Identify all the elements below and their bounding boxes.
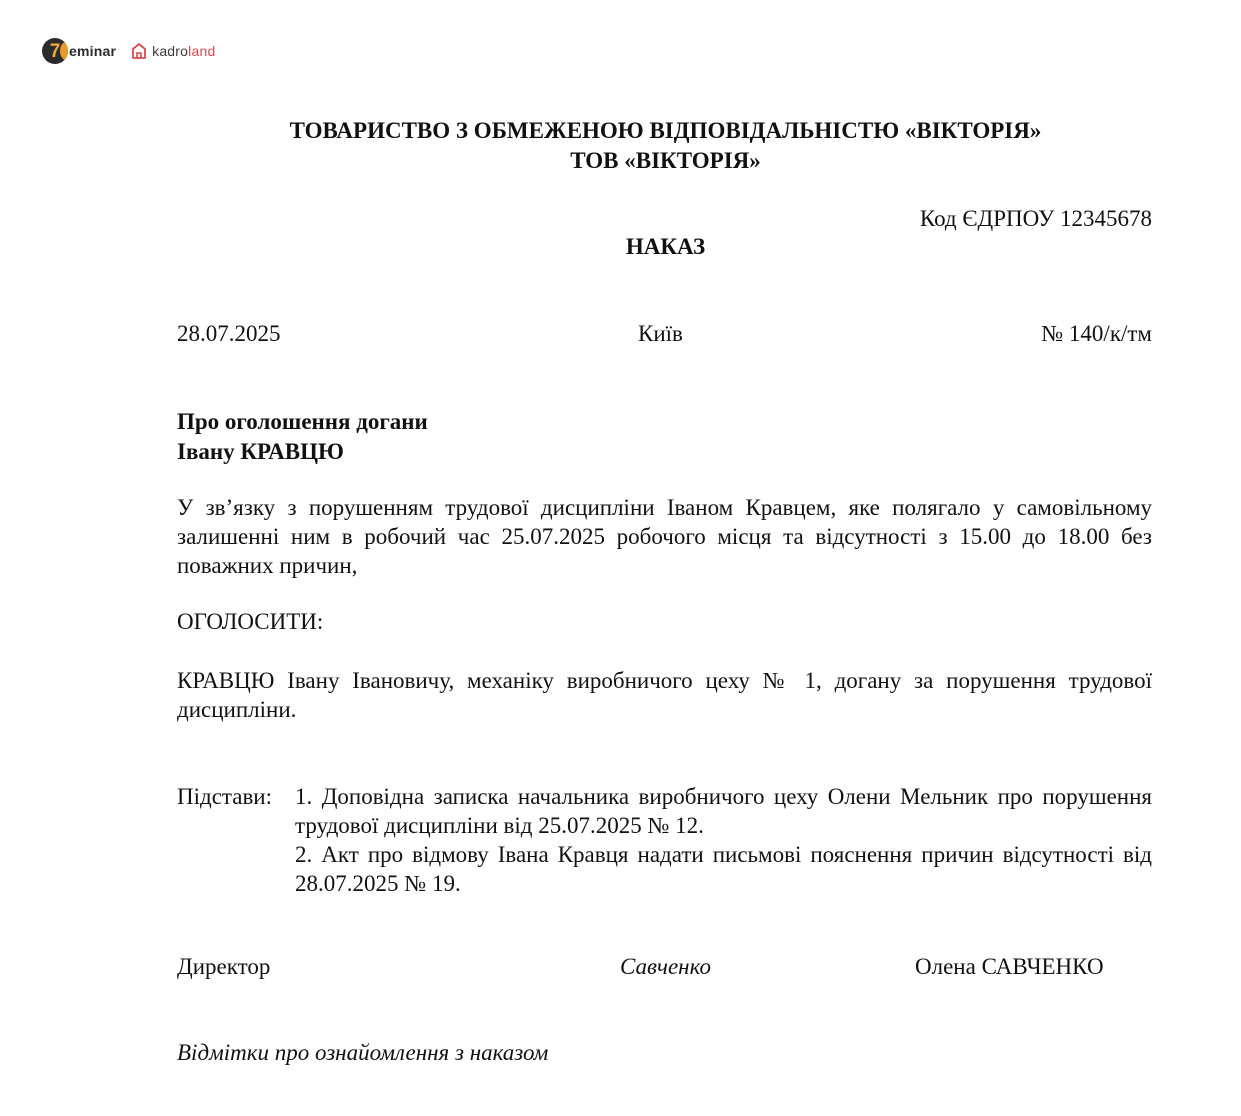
edrpou-code: Код ЄДРПОУ 12345678 bbox=[919, 206, 1152, 231]
grounds-section bbox=[177, 782, 1152, 898]
document-title: НАКАЗ bbox=[625, 234, 706, 259]
order-subject bbox=[177, 407, 428, 467]
subject-line-2: Івану КРАВЦЮ bbox=[177, 439, 344, 464]
grounds-label: Підстави: bbox=[177, 784, 273, 809]
house-icon bbox=[130, 42, 148, 60]
order-city: Київ bbox=[638, 321, 683, 346]
organization-full-name: ТОВАРИСТВО З ОБМЕЖЕНОЮ ВІДПОВІДАЛЬНІСТЮ «ВІКТОРІЯ» bbox=[289, 118, 1042, 143]
order-word: ОГОЛОСИТИ: bbox=[177, 609, 324, 634]
kadroland-logo bbox=[130, 42, 215, 60]
grounds-item: 1. Доповідна записка начальника виробничого цеху Олени Мельник про порушення трудової дисципліни від 25.07.2025 № 12. bbox=[295, 784, 1152, 838]
kadroland-logo-text: kadroland bbox=[152, 43, 216, 59]
acknowledgement-note: Відмітки про ознайомлення з наказом bbox=[177, 1040, 549, 1065]
seminar-logo bbox=[42, 38, 116, 64]
subject-line-1: Про оголошення догани bbox=[177, 409, 428, 434]
header-logos bbox=[42, 38, 215, 64]
handwritten-signature: Савченко bbox=[620, 954, 711, 979]
signatory-name: Олена САВЧЕНКО bbox=[915, 954, 1104, 979]
order-text: КРАВЦЮ Івану Івановичу, механіку виробничого цеху № 1, догану за порушення трудової дисципліни. bbox=[177, 668, 1152, 722]
signatory-position: Директор bbox=[177, 954, 271, 979]
seminar-logo-icon: 7 bbox=[42, 38, 68, 64]
order-date: 28.07.2025 bbox=[177, 321, 281, 346]
grounds-item: 2. Акт про відмову Івана Кравця надати письмові пояснення причин відсутності від 28.07.2025 № 19. bbox=[295, 842, 1152, 896]
order-number: № 140/к/тм bbox=[1041, 321, 1152, 346]
organization-short-name: ТОВ «ВІКТОРІЯ» bbox=[570, 148, 761, 173]
preamble-paragraph: У зв’язку з порушенням трудової дисципліни Іваном Кравцем, яке полягало у самовільному залишенні ним в робочий час 25.07.2025 робочого місця та відсутності з 15.00 до 18.00 без поважних причин, bbox=[177, 495, 1152, 578]
seminar-logo-text: eminar bbox=[69, 43, 117, 59]
